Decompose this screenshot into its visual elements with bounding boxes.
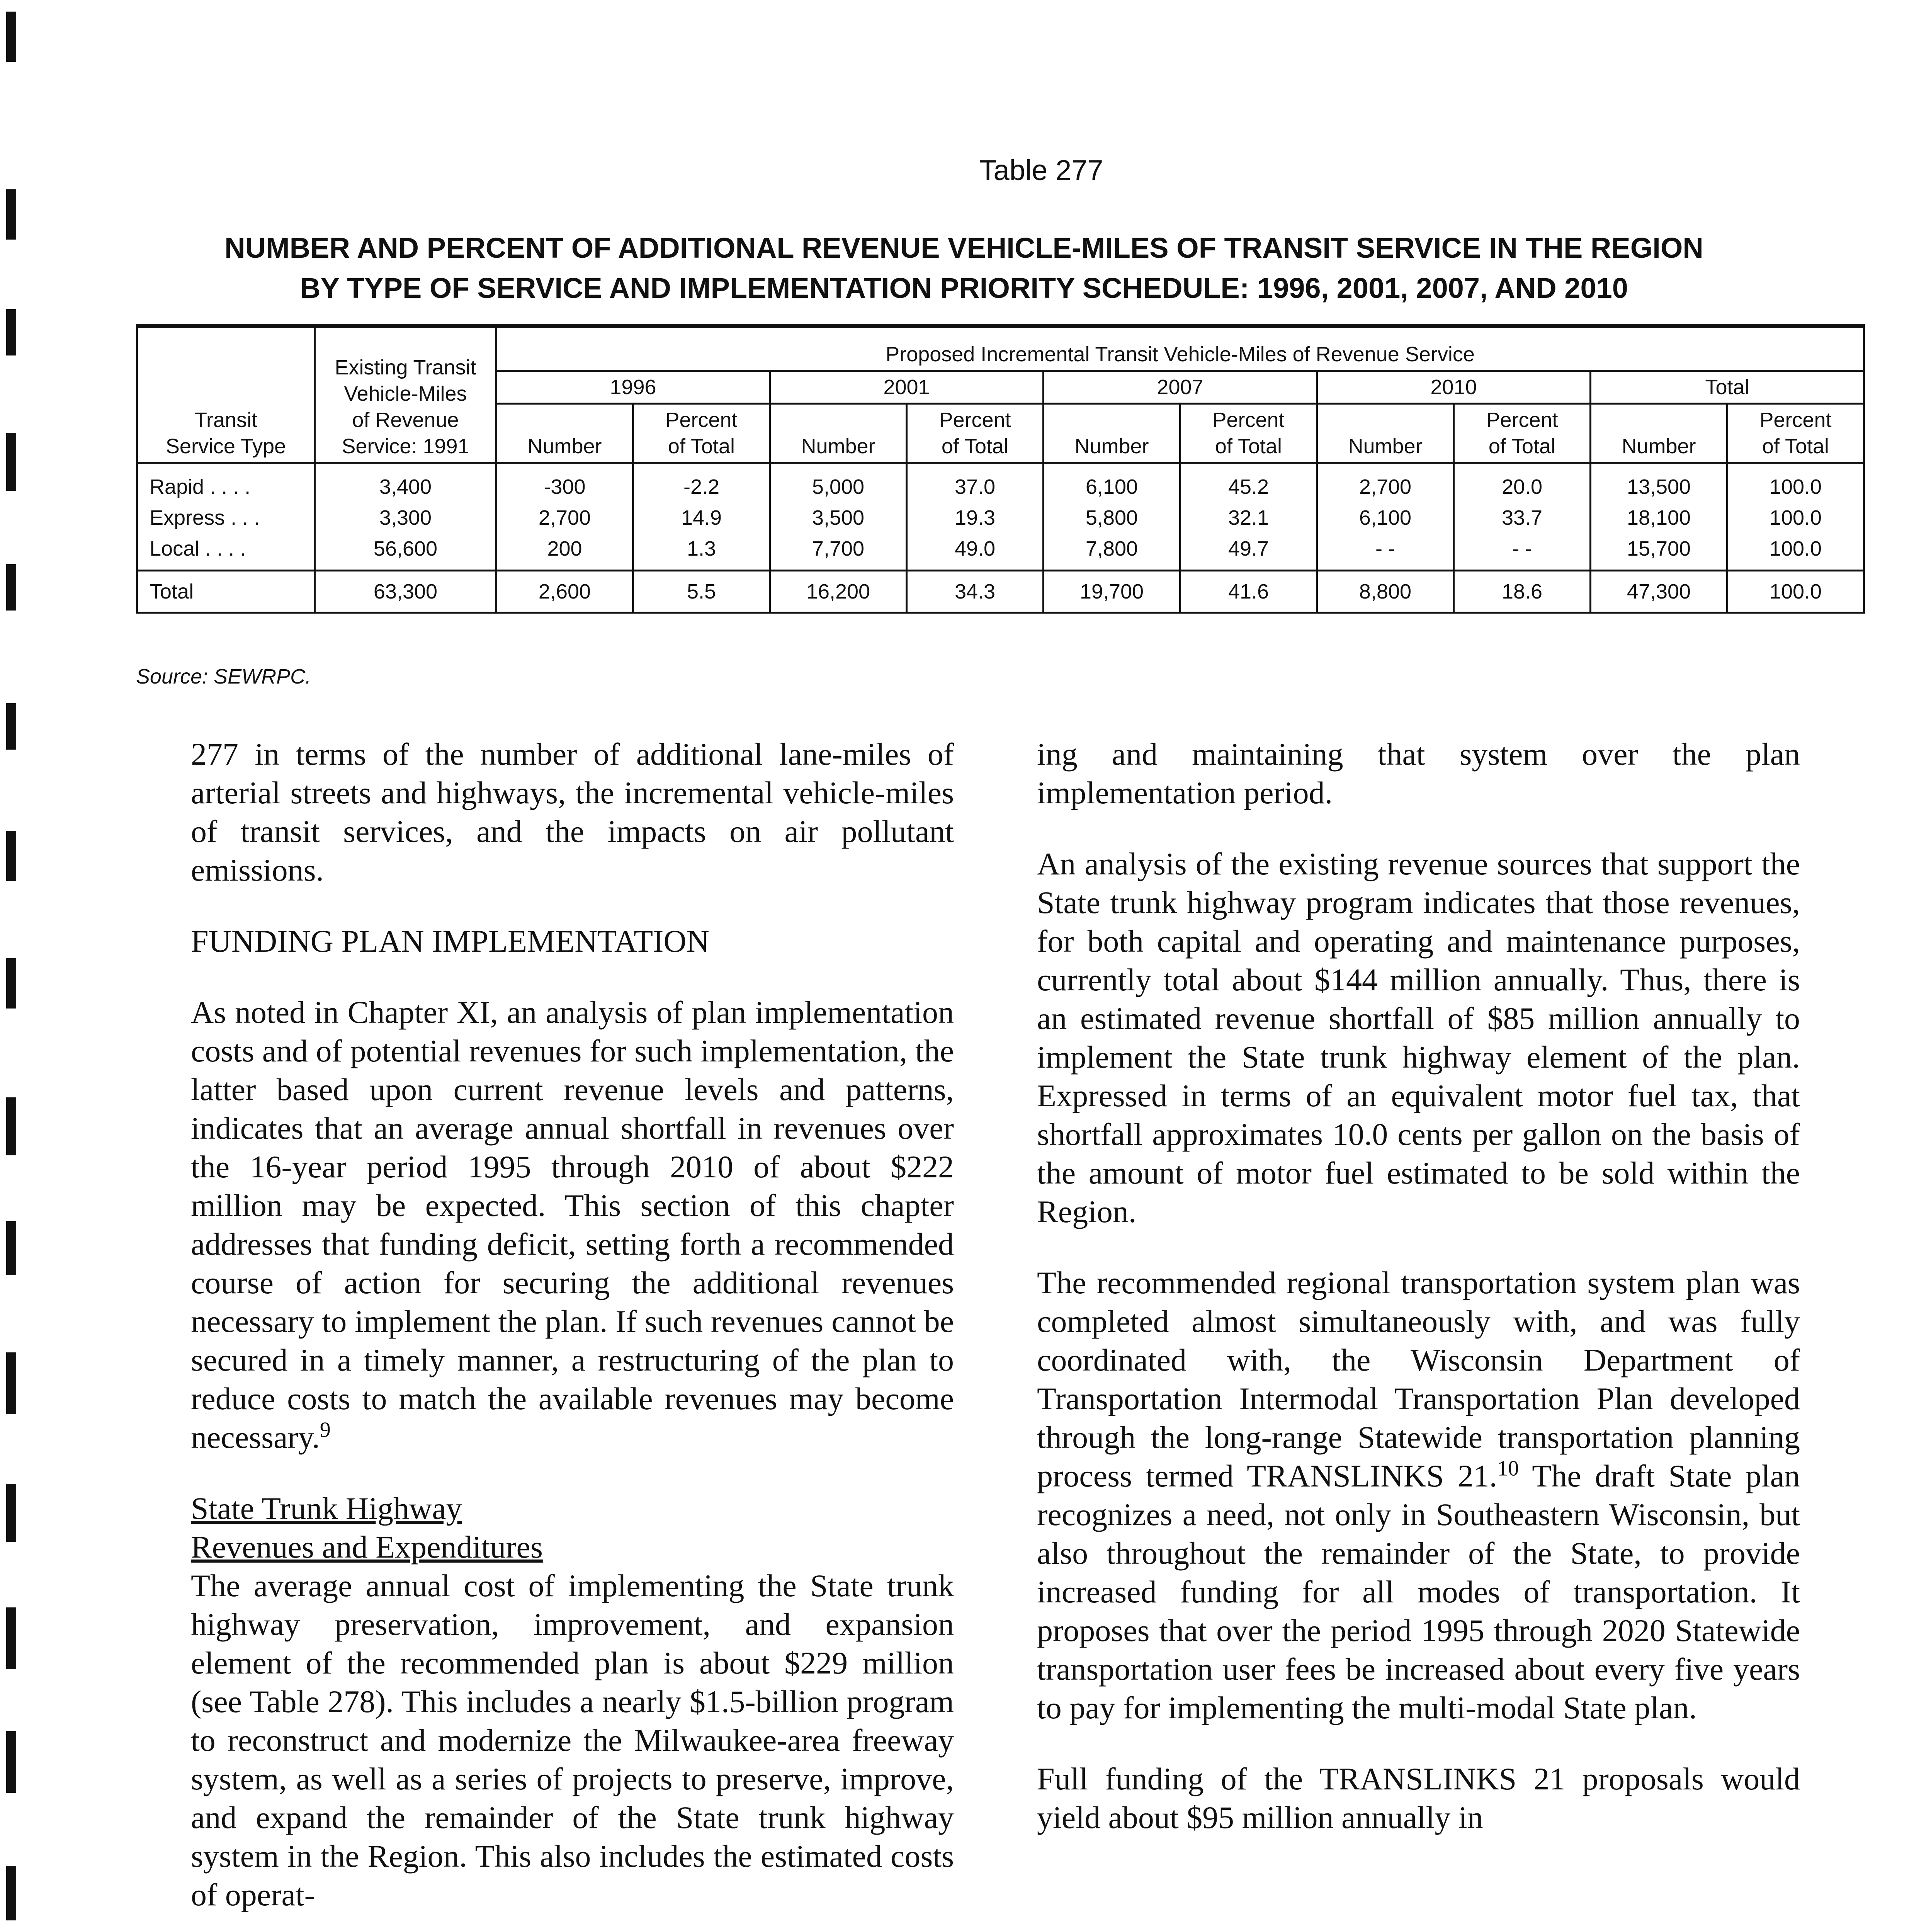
cell-existing: 3,300: [315, 502, 496, 533]
header-proposed: Proposed Incremental Transit Vehicle-Miles of Revenue Service: [496, 326, 1864, 371]
subsection-heading: Revenues and Expenditures: [191, 1529, 543, 1565]
header-year: 2007: [1044, 371, 1317, 404]
row-label: Total: [137, 571, 315, 613]
data-table: [136, 324, 1863, 614]
cell: 6,100: [1317, 502, 1454, 533]
cell: 15,700: [1591, 533, 1727, 571]
cell: 7,800: [1044, 533, 1180, 571]
header-year: Total: [1591, 371, 1864, 404]
binding-mark: [6, 1866, 16, 1920]
cell: -2.2: [633, 463, 770, 503]
cell: 33.7: [1454, 502, 1591, 533]
binding-mark: [6, 189, 16, 240]
cell: 18.6: [1454, 571, 1591, 613]
cell: 49.0: [907, 533, 1044, 571]
row-label: Express . . .: [137, 502, 315, 533]
cell: 45.2: [1180, 463, 1317, 503]
cell: 100.0: [1727, 533, 1864, 571]
footnote-ref: 9: [320, 1418, 331, 1442]
cell: 49.7: [1180, 533, 1317, 571]
left-column: [191, 735, 954, 1932]
cell: 19,700: [1044, 571, 1180, 613]
cell: 5.5: [633, 571, 770, 613]
paragraph: An analysis of the existing revenue sources that support the State trunk highway program indicates that those revenues, for both capital and operating and maintenance purposes, currently total about $144 million annually. Thus, there is an estimated revenue shortfall of $85 million annually to implement the State trunk highway element of the plan. Expressed in terms of an equivalent motor fuel tax, that shortfall approximates 10.0 cents per gallon on the basis of the amount of motor fuel estimated to be sold within the Region.: [1037, 846, 1800, 1229]
cell: 41.6: [1180, 571, 1317, 613]
cell: 200: [496, 533, 633, 571]
cell: 16,200: [770, 571, 907, 613]
cell: - -: [1454, 533, 1591, 571]
table-title-line: BY TYPE OF SERVICE AND IMPLEMENTATION PRIORITY SCHEDULE: 1996, 2001, 2007, AND 2010: [300, 272, 1628, 304]
header-percent: Percent of Total: [1180, 404, 1317, 463]
cell: - -: [1317, 533, 1454, 571]
table-row: [137, 533, 1864, 571]
cell: 47,300: [1591, 571, 1727, 613]
header-percent: Percent of Total: [1454, 404, 1591, 463]
binding-mark: [6, 12, 16, 62]
subsection-heading: State Trunk Highway: [191, 1491, 462, 1526]
table-title: [193, 228, 1735, 308]
cell: 14.9: [633, 502, 770, 533]
table-number: Table 277: [979, 154, 1103, 186]
cell: 5,000: [770, 463, 907, 503]
cell: 13,500: [1591, 463, 1727, 503]
cell: 8,800: [1317, 571, 1454, 613]
cell-existing: 56,600: [315, 533, 496, 571]
cell: 100.0: [1727, 571, 1864, 613]
cell-existing: 63,300: [315, 571, 496, 613]
cell-existing: 3,400: [315, 463, 496, 503]
binding-mark: [6, 1221, 16, 1275]
binding-mark: [6, 564, 16, 611]
header-percent: Percent of Total: [907, 404, 1044, 463]
binding-mark: [6, 1731, 16, 1793]
paragraph: As noted in Chapter XI, an analysis of plan implementation costs and of potential revenues for such implementation, the latter based upon current revenue levels and patterns, indicates that an average annual shortfall in revenues over the 16-year period 1995 through 2010 of about $222 million may be expected. This section of this chapter addresses that funding deficit, setting forth a recommended course of action for securing the additional revenues necessary to implement the plan. If such revenues cannot be secured in a timely manner, a restructuring of the plan to reduce costs to match the available revenues may become necessary.$^9$: [191, 995, 954, 1455]
header-number: Number: [1591, 404, 1727, 463]
cell: 5,800: [1044, 502, 1180, 533]
binding-mark: [6, 433, 16, 491]
binding-mark: [6, 1484, 16, 1542]
row-label: Rapid . . . .: [137, 463, 315, 503]
header-percent: Percent of Total: [1727, 404, 1864, 463]
binding-mark: [6, 1352, 16, 1414]
header-percent: Percent of Total: [633, 404, 770, 463]
table-title-line: NUMBER AND PERCENT OF ADDITIONAL REVENUE VEHICLE-MILES OF TRANSIT SERVICE IN THE REGION: [224, 232, 1703, 264]
cell: 37.0: [907, 463, 1044, 503]
paragraph: The recommended regional transportation system plan was completed almost simultaneously with, and was fully coordinated with, the Wisconsin Department of Transportation Intermodal Transportation Plan developed through the long-range Statewide transportation planning process termed TRANSLINKS 21.10 The draft State plan recognizes a need, not only in Southeastern Wisconsin, but also throughout the remainder of the State, to provide increased funding for all modes of transportation. It proposes that over the period 1995 through 2020 Statewide transportation user fees be increased about every five years to pay for implementing the multi-modal State plan.: [1037, 1265, 1800, 1725]
binding-mark: [6, 1607, 16, 1669]
paragraph: The average annual cost of implementing the State trunk highway preservation, improvement, and expansion element of the recommended plan is about $229 million (see Table 278). This includes a nearly $1.5-billion program to reconstruct and modernize the Milwaukee-area freeway system, as well as a series of projects to preserve, improve, and expand the remainder of the State trunk highway system in the Region. This also includes the estimated costs of operat-: [191, 1568, 954, 1912]
cell: 2,700: [1317, 463, 1454, 503]
header-year: 2010: [1317, 371, 1591, 404]
header-transit-service-type: Transit Service Type: [137, 326, 315, 463]
paragraph: 277 in terms of the number of additional lane-miles of arterial streets and highways, the incremental vehicle-miles of transit services, and the impacts on air pollutant emissions.: [191, 736, 954, 888]
row-label: Local . . . .: [137, 533, 315, 571]
paragraph: ing and maintaining that system over the plan implementation period.: [1037, 736, 1800, 810]
header-number: Number: [1317, 404, 1454, 463]
paragraph: Full funding of the TRANSLINKS 21 proposals would yield about $95 million annually in: [1037, 1761, 1800, 1835]
binding-mark: [6, 703, 16, 750]
header-number: Number: [770, 404, 907, 463]
binding-mark: [6, 1097, 16, 1155]
subsection: [191, 1489, 954, 1914]
cell: 18,100: [1591, 502, 1727, 533]
cell: 6,100: [1044, 463, 1180, 503]
cell: 1.3: [633, 533, 770, 571]
header-year: 2001: [770, 371, 1044, 404]
binding-mark: [6, 309, 16, 355]
cell: 7,700: [770, 533, 907, 571]
cell: 100.0: [1727, 463, 1864, 503]
binding-mark: [6, 831, 16, 881]
cell: 2,700: [496, 502, 633, 533]
cell: 32.1: [1180, 502, 1317, 533]
table-total-row: [137, 571, 1864, 613]
right-column: [1037, 735, 1800, 1869]
cell: 19.3: [907, 502, 1044, 533]
header-existing-vehicle-miles: Existing Transit Vehicle-Miles of Revenue Service: 1991: [315, 326, 496, 463]
section-heading: FUNDING PLAN IMPLEMENTATION: [191, 923, 709, 959]
cell: 2,600: [496, 571, 633, 613]
header-year: 1996: [496, 371, 770, 404]
cell: -300: [496, 463, 633, 503]
cell: 20.0: [1454, 463, 1591, 503]
table-source: Source: SEWRPC.: [136, 665, 311, 688]
header-number: Number: [496, 404, 633, 463]
binding-mark: [6, 958, 16, 1009]
cell: 34.3: [907, 571, 1044, 613]
footnote-ref: 10: [1497, 1456, 1519, 1481]
cell: 3,500: [770, 502, 907, 533]
cell: 100.0: [1727, 502, 1864, 533]
header-number: Number: [1044, 404, 1180, 463]
table-row: [137, 463, 1864, 503]
table-row: [137, 502, 1864, 533]
